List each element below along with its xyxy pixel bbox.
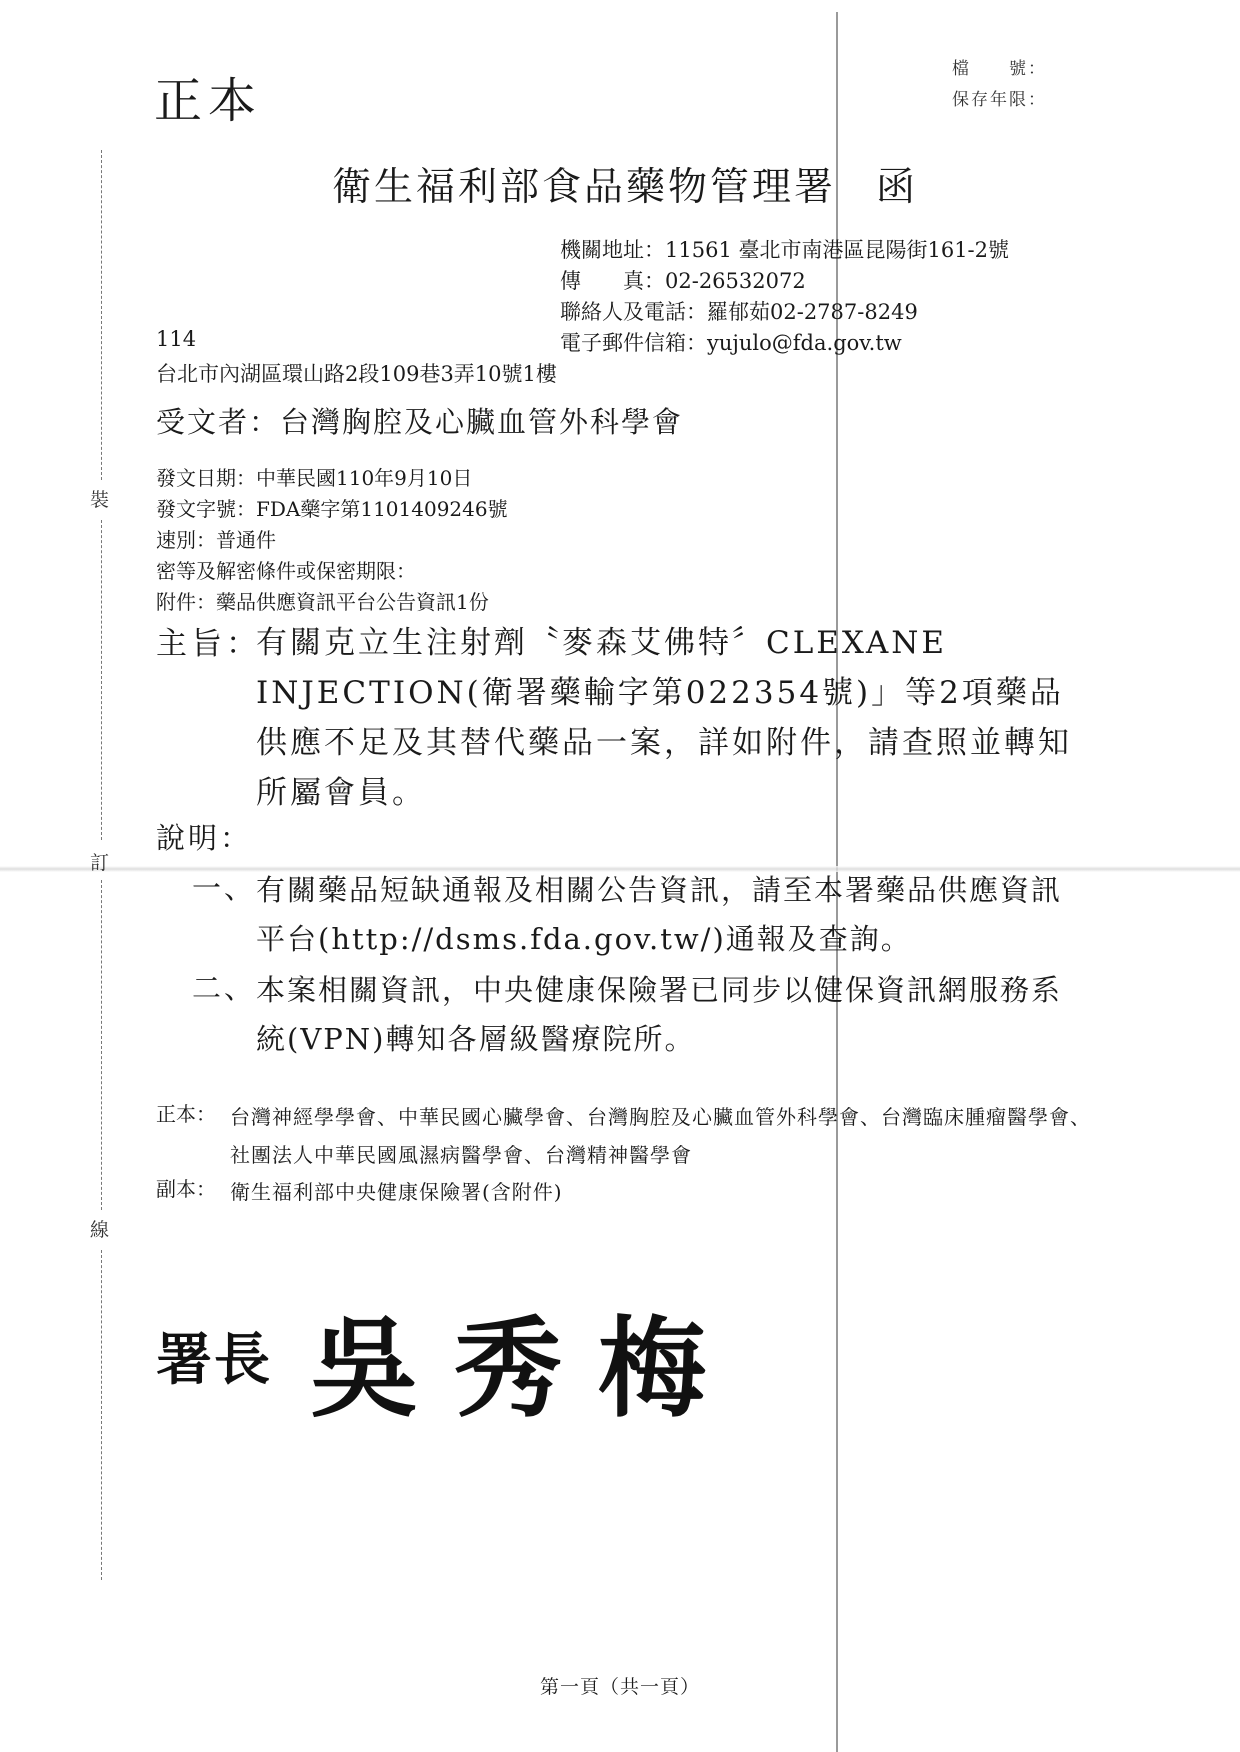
- subject-label: 主旨：: [156, 626, 261, 662]
- postal-code: 114: [156, 327, 197, 351]
- original-copy-stamp: 正本: [154, 73, 263, 129]
- explanation-item-number: 一、: [192, 871, 257, 905]
- contact-phone-line: 聯絡人及電話：羅郁茹02-2787-8249: [560, 300, 918, 324]
- explanation-item-text: 有關藥品短缺通報及相關公告資訊，請至本署藥品供應資訊平台(http://dsms.fda.gov.tw/)通報及查詢。: [256, 873, 1063, 956]
- document-type: 函: [876, 165, 916, 210]
- recipient-address: 台北市內湖區環山路2段109巷3弄10號1樓: [156, 362, 557, 386]
- issue-date: 發文日期：中華民國110年9月10日: [156, 466, 473, 490]
- fax-line: 傳 真：02-26532072: [560, 269, 806, 293]
- binding-mark-middle: 訂: [90, 852, 110, 874]
- original-recipients-label: 正本：: [156, 1102, 216, 1126]
- agency-title: 衛生福利部食品藥物管理署: [332, 165, 837, 210]
- binding-mark-top: 裝: [90, 489, 110, 511]
- copy-recipients-label: 副本：: [156, 1177, 216, 1201]
- binding-line: [101, 150, 102, 480]
- agency-address: 機關地址：11561 臺北市南港區昆陽街161-2號: [560, 238, 1010, 262]
- explanation-label: 說明：: [156, 821, 253, 855]
- email-line: 電子郵件信箱：yujulo@fda.gov.tw: [560, 331, 902, 355]
- secrecy-level: 密等及解密條件或保密期限：: [156, 559, 416, 583]
- binding-line: [101, 520, 102, 840]
- binding-line: [101, 1250, 102, 1580]
- attachment-info: 附件：藥品供應資訊平台公告資訊1份: [156, 590, 489, 614]
- file-number-label: 檔 號：: [952, 59, 1047, 79]
- page-footer: 第一頁（共一頁）: [540, 1676, 701, 1698]
- retention-period-label: 保存年限：: [952, 90, 1047, 110]
- binding-line: [101, 880, 102, 1210]
- subject-text: 有關克立生注射劑〝麥森艾佛特〞CLEXANE INJECTION(衛署藥輸字第022354號)」等2項藥品供應不足及其替代藥品一案，詳如附件，請查照並轉知所屬會員。: [256, 625, 1072, 811]
- explanation-item-number: 二、: [192, 971, 257, 1005]
- delivery-speed: 速別：普通件: [156, 528, 276, 552]
- binding-mark-bottom: 線: [90, 1219, 110, 1241]
- signatory-name: 吳秀梅: [310, 1306, 743, 1432]
- recipient: 受文者：台灣胸腔及心臟血管外科學會: [156, 405, 684, 439]
- document-number: 發文字號：FDA藥字第1101409246號: [156, 497, 508, 521]
- signatory-title: 署長: [156, 1327, 272, 1393]
- original-recipients-list: 台灣神經學學會、中華民國心臟學會、台灣胸腔及心臟血管外科學會、台灣臨床腫瘤醫學會、社團法人中華民國風濕病醫學會、台灣精神醫學會: [230, 1105, 1091, 1167]
- copy-recipients-list: 衛生福利部中央健康保險署(含附件): [230, 1180, 563, 1204]
- explanation-item-text: 本案相關資訊，中央健康保險署已同步以健保資訊網服務系統(VPN)轉知各層級醫療院所。: [256, 973, 1063, 1056]
